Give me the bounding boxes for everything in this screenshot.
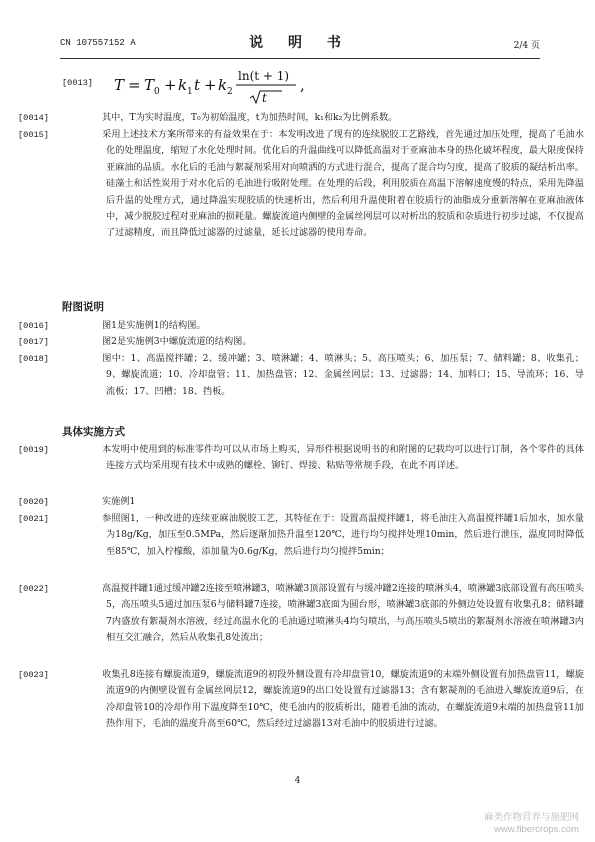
svg-text:2: 2 — [227, 87, 233, 97]
patent-number: CN 107557152 A — [60, 38, 136, 48]
watermark — [484, 812, 579, 836]
paragraph-number: [0017] — [18, 337, 49, 347]
paragraph-text: 其中，T为实时温度，T₀为初始温度，t为加热时间，k₁和k₂为比例系数。 — [102, 112, 398, 123]
paragraph-0016 — [18, 318, 584, 334]
paragraph-text: 采用上述技术方案所带来的有益效果在于：本发明改进了现有的连续脱胶工艺路线，首先通过加压处理，提高了毛油水化的处理温度，缩短了水化处理时间。优化后的升温曲线可以降低高温对于亚麻油本身的热化破坏程度，最大限度保持亚麻油的品质。水化后的毛油与絮凝剂采用对向喷洒的方式进行混合，提高了混合均匀度，提高了胶质的凝结析出率。硅藻土和活性炭用于对水化后的毛油进行吸附处理。在处理的后段，利用胶质在高温下溶解速度慢的特点，采用先降温后升温的处理方式，通过降温实现胶质的快速析出，然后利用升温使附着在胶质行的油脂成分重新溶解在亚麻油液体中，减少脱胶过程对亚麻油的损耗量。螺旋流道内侧壁的金属丝网层可以对析出的胶质和杂质进行初步过滤，不仅提高了过滤精度，而且降低过滤器的过滤量，延长过滤器的使用寿命。 — [102, 129, 584, 239]
svg-text:k: k — [178, 76, 188, 94]
watermark-text: 麻类作物营养与施肥网 www.fibercrops.com — [483, 812, 579, 835]
paragraph-number: [0021] — [18, 514, 49, 524]
temperature-formula — [112, 64, 372, 108]
paragraph-number: [0016] — [18, 321, 49, 331]
paragraph-number: [0023] — [18, 670, 49, 680]
paragraph-text: 实施例1 — [102, 496, 136, 507]
paragraph-0023 — [18, 667, 584, 733]
paragraph-0022 — [18, 581, 584, 647]
page-indicator: 2/4 页 — [513, 41, 540, 51]
paragraph-0014 — [18, 110, 584, 126]
svg-text:,: , — [300, 76, 305, 94]
svg-text:k: k — [218, 76, 228, 94]
paragraph-0020 — [18, 494, 584, 510]
svg-text:T: T — [114, 76, 125, 94]
paragraph-0015 — [18, 127, 584, 242]
svg-text:T: T — [144, 76, 155, 94]
paragraph-number: [0015] — [18, 130, 49, 140]
paragraph-text: 图中：1、高温搅拌罐；2、缓冲罐；3、喷淋罐；4、喷淋头；5、高压喷头；6、加压泵；7、储料罐；8、收集孔；9、螺旋流道；10、冷却盘管；11、加热盘管；12、金属丝网层；13、过滤器；14、加料口；15、导流环；16、导流板；17、凹槽；18、挡板。 — [102, 353, 584, 397]
section-heading-figures: 附图说明 — [62, 301, 104, 313]
svg-text:t: t — [194, 76, 201, 94]
paragraph-0017 — [18, 334, 584, 350]
paragraph-0019 — [18, 442, 584, 475]
paragraph-text: 本发明中使用到的标准零件均可以从市场上购买，异形件根据说明书的和附图的记载均可以进行订制，各个零件的具体连接方式均采用现有技术中成熟的螺栓、铆钉、焊接、粘贴等常规手段，在此不再详述。 — [102, 444, 584, 472]
paragraph-text: 图2是实施例3中螺旋流道的结构图。 — [102, 336, 252, 347]
paragraph-number: [0020] — [18, 497, 49, 507]
svg-text:0: 0 — [154, 87, 160, 97]
paragraph-0018 — [18, 351, 584, 400]
svg-text:ln(t + 1): ln(t + 1) — [238, 69, 290, 83]
svg-text:1: 1 — [187, 87, 193, 97]
paragraph-number: [0022] — [18, 584, 49, 594]
paragraph-text: 高温搅拌罐1通过缓冲罐2连接至喷淋罐3，喷淋罐3顶部设置有与缓冲罐2连接的喷淋头4，喷淋罐3底部设置有高压喷头5，高压喷头5通过加压泵6与储料罐7连接，喷淋罐3底面为圆台形，喷淋罐3底部的外侧边处设置有收集孔8；储料罐7内盛放有絮凝剂水溶液，经过高温水化的毛油通过喷淋头4均匀喷出，与高压喷头5喷出的絮凝剂水溶液在喷淋罐3内相互交汇融合，然后从收集孔8处流出； — [102, 583, 584, 644]
paragraph-number: [0014] — [18, 113, 49, 123]
paragraph-text: 图1是实施例1的结构图。 — [102, 320, 206, 331]
svg-text:t: t — [262, 91, 267, 105]
paragraph-number: [0018] — [18, 354, 49, 364]
page-number: 4 — [294, 776, 301, 786]
svg-text:+: + — [204, 76, 217, 94]
paragraph-text: 收集孔8连接有螺旋流道9，螺旋流道9的初段外侧设置有冷却盘管10，螺旋流道9的末端外侧设置有加热盘管11，螺旋流道9的内侧壁设置有金属丝网层12，螺旋流道9的出口处设置有过滤器13；含有絮凝剂的毛油进入螺旋流道9后，在冷却盘管10的冷却作用下温度降至10℃，使毛油内的胶质析出，随着毛油的流动，在螺旋流道9末端的加热盘管11加热作用下，毛油的温度升高至60℃，然后经过过滤器13对毛油中的胶质进行过滤。 — [102, 669, 584, 730]
svg-text:+: + — [164, 76, 177, 94]
document-title: 说 明 书 — [249, 35, 351, 51]
header-rule — [60, 58, 540, 59]
paragraph-text: 参照图1，一种改进的连续亚麻油脱胶工艺，其特征在于：设置高温搅拌罐1，将毛油注入高温搅拌罐1后加水，加水量为18g/Kg，加压至0.5MPa，然后逐渐加热升温至120℃，进行均匀搅拌处理10min，然后进行泄压，温度同时降低至85℃，加入柠檬酸，添加量为0.6g/Kg，然后进行均匀搅拌5min； — [102, 513, 584, 557]
svg-text:=: = — [128, 76, 141, 94]
paragraph-0021 — [18, 511, 584, 560]
page-header — [60, 30, 540, 54]
formula-paragraph — [62, 64, 540, 108]
paragraph-number: [0019] — [18, 445, 49, 455]
paragraph-number: [0013] — [62, 78, 93, 88]
section-heading-embodiment: 具体实施方式 — [62, 426, 125, 438]
